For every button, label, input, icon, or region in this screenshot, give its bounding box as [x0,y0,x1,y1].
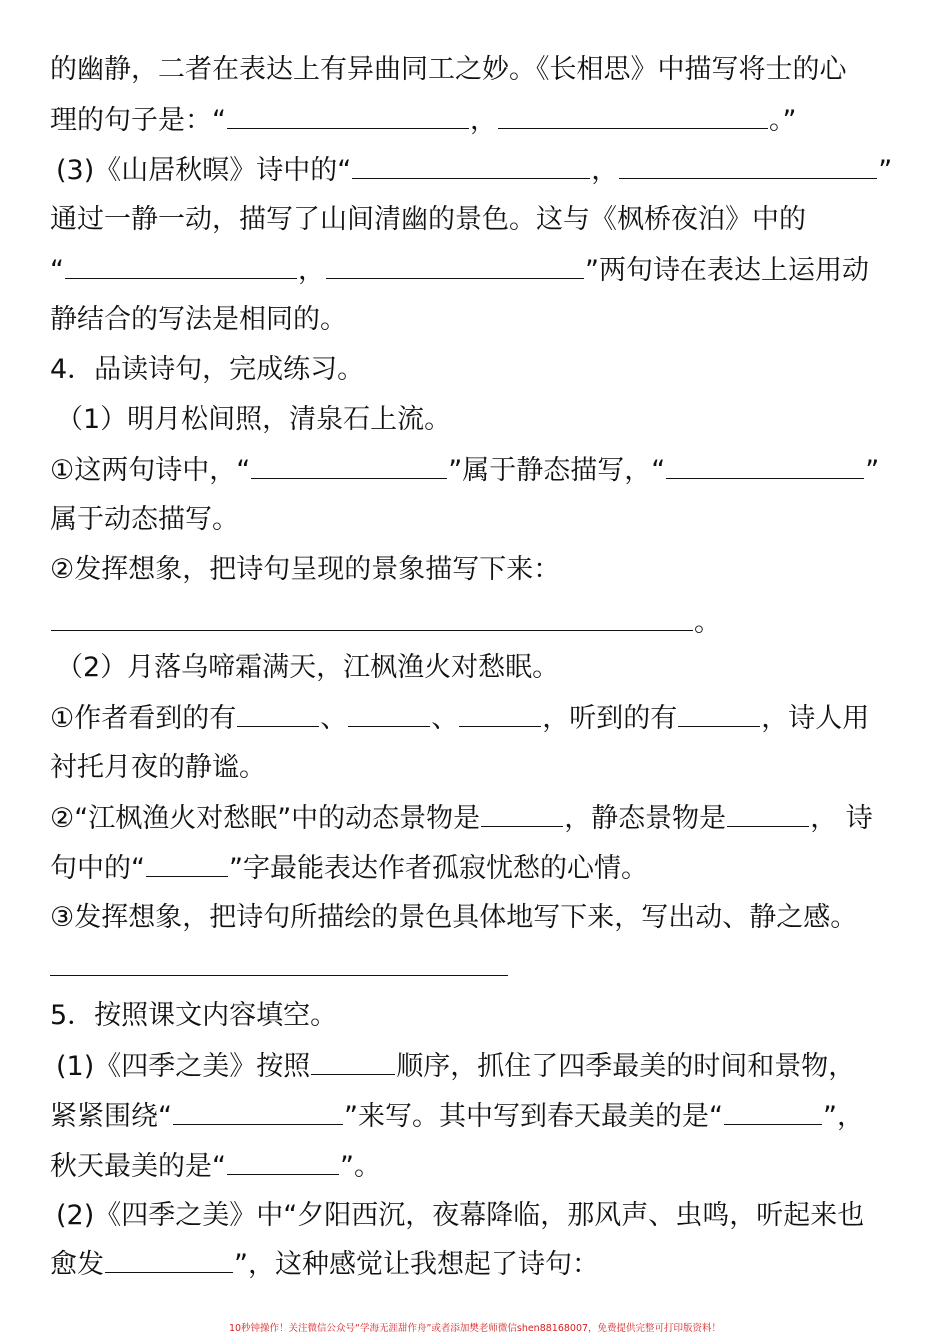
text-line-11 [50,552,560,588]
text: ， [298,255,325,286]
answer-blank[interactable] [173,1098,343,1125]
text: ， [591,155,619,186]
text: 句中的“ [50,853,145,884]
answer-blank[interactable] [227,102,469,129]
answer-blank[interactable] [105,1246,233,1273]
text: 。 [694,607,721,638]
question-4-heading [50,352,364,388]
answer-blank[interactable] [352,152,590,179]
text: 愈发 [50,1249,104,1280]
text: （2）月落乌啼霜满天，江枫渔火对愁眠。 [56,652,560,683]
text-line-1 [50,52,847,88]
text-line-9 [50,452,879,489]
text: ，听到的有 [542,703,678,734]
question-4-1 [56,402,451,438]
answer-blank[interactable] [311,1048,395,1075]
footer-notice: 10秒钟操作！关注微信公众号“学海无涯甜作舟”或者添加樊老师微信shen88168007，免费提供完整可打印版资料！ [228,1323,722,1334]
text-line-12 [50,604,721,641]
text: 通过一静一动，描写了山间清幽的景色。这与《枫桥夜泊》中的 [50,204,806,235]
text-line-17 [50,850,648,887]
answer-blank[interactable] [227,1148,339,1175]
text: ，诗人用 [761,703,870,734]
text: ①这两句诗中，“ [50,455,251,486]
text: ①作者看到的有 [50,703,237,734]
answer-blank[interactable] [237,700,319,727]
text-line-16 [50,800,873,837]
text-line-18 [50,900,857,936]
answer-line[interactable] [50,975,508,976]
answer-blank[interactable] [678,700,760,727]
text: 的幽静，二者在表达上有异曲同工之妙。《长相思》中描写将士的心 [50,54,847,85]
text-line-6 [50,302,347,338]
text-line-2 [50,102,797,139]
answer-blank[interactable] [65,252,297,279]
text: (1)《四季之美》按照 [56,1051,311,1082]
text: “ [50,255,64,286]
text-line-24 [50,1246,599,1283]
text: 属于动态描写。 [50,504,239,535]
text-line-14 [50,700,869,737]
text: ③发挥想象，把诗句所描绘的景色具体地写下来，写出动、静之感。 [50,902,858,933]
text: 。” [769,105,797,136]
text-line-21 [50,1098,864,1135]
text: 、 [320,703,348,734]
text: 紧紧围绕“ [50,1101,172,1132]
question-4-2 [56,650,559,686]
answer-blank[interactable] [727,800,809,827]
answer-blank[interactable] [666,452,864,479]
text-line-10 [50,502,239,538]
text: ”来写。其中写到春天最美的是“ [344,1101,723,1132]
text: 衬托月夜的静谧。 [50,752,266,783]
answer-blank[interactable] [498,102,768,129]
answer-blank[interactable] [348,700,430,727]
text-line-3 [56,152,892,189]
text: ”字最能表达作者孤寂忧愁的心情。 [229,853,648,884]
text: (3)《山居秋暝》诗中的“ [56,155,352,186]
text: 顺序，抓住了四季最美的时间和景物， [396,1051,856,1082]
question-5-heading [50,998,337,1034]
text: 5．按照课文内容填空。 [50,1000,338,1031]
answer-blank[interactable] [481,800,563,827]
text-line-20 [56,1048,855,1085]
text-line-15 [50,750,266,786]
text: ” [865,455,880,486]
text: ”属于静态描写，“ [448,455,666,486]
answer-blank[interactable] [619,152,877,179]
text: ②发挥想象，把诗句呈现的景象描写下来： [50,554,561,585]
text: 4．品读诗句，完成练习。 [50,354,365,385]
answer-blank[interactable] [146,850,228,877]
text: 秋天最美的是“ [50,1151,226,1182]
text: ， 诗 [810,803,873,834]
text-line-4 [50,202,806,238]
text: ”。 [340,1151,381,1182]
text: ，静态景物是 [564,803,727,834]
answer-blank[interactable] [326,252,584,279]
answer-blank-long[interactable] [51,604,693,631]
answer-blank[interactable] [251,452,447,479]
text: （1）明月松间照，清泉石上流。 [56,404,452,435]
text: ， [470,105,497,136]
text-line-5 [50,252,869,289]
text-line-22 [50,1148,381,1185]
text: ②“江枫渔火对愁眠”中的动态景物是 [50,803,481,834]
text-line-23 [56,1198,864,1234]
text: ”两句诗在表达上运用动 [585,255,869,286]
text: 、 [431,703,459,734]
answer-blank[interactable] [724,1098,822,1125]
answer-blank[interactable] [459,700,541,727]
text: 理的句子是：“ [50,105,226,136]
text: (2)《四季之美》中“夕阳西沉，夜幕降临，那风声、虫鸣，听起来也 [56,1200,865,1231]
text: ”， [822,1101,864,1132]
text: ” [878,155,893,186]
text: 静结合的写法是相同的。 [50,304,347,335]
text: ”，这种感觉让我想起了诗句： [234,1249,599,1280]
